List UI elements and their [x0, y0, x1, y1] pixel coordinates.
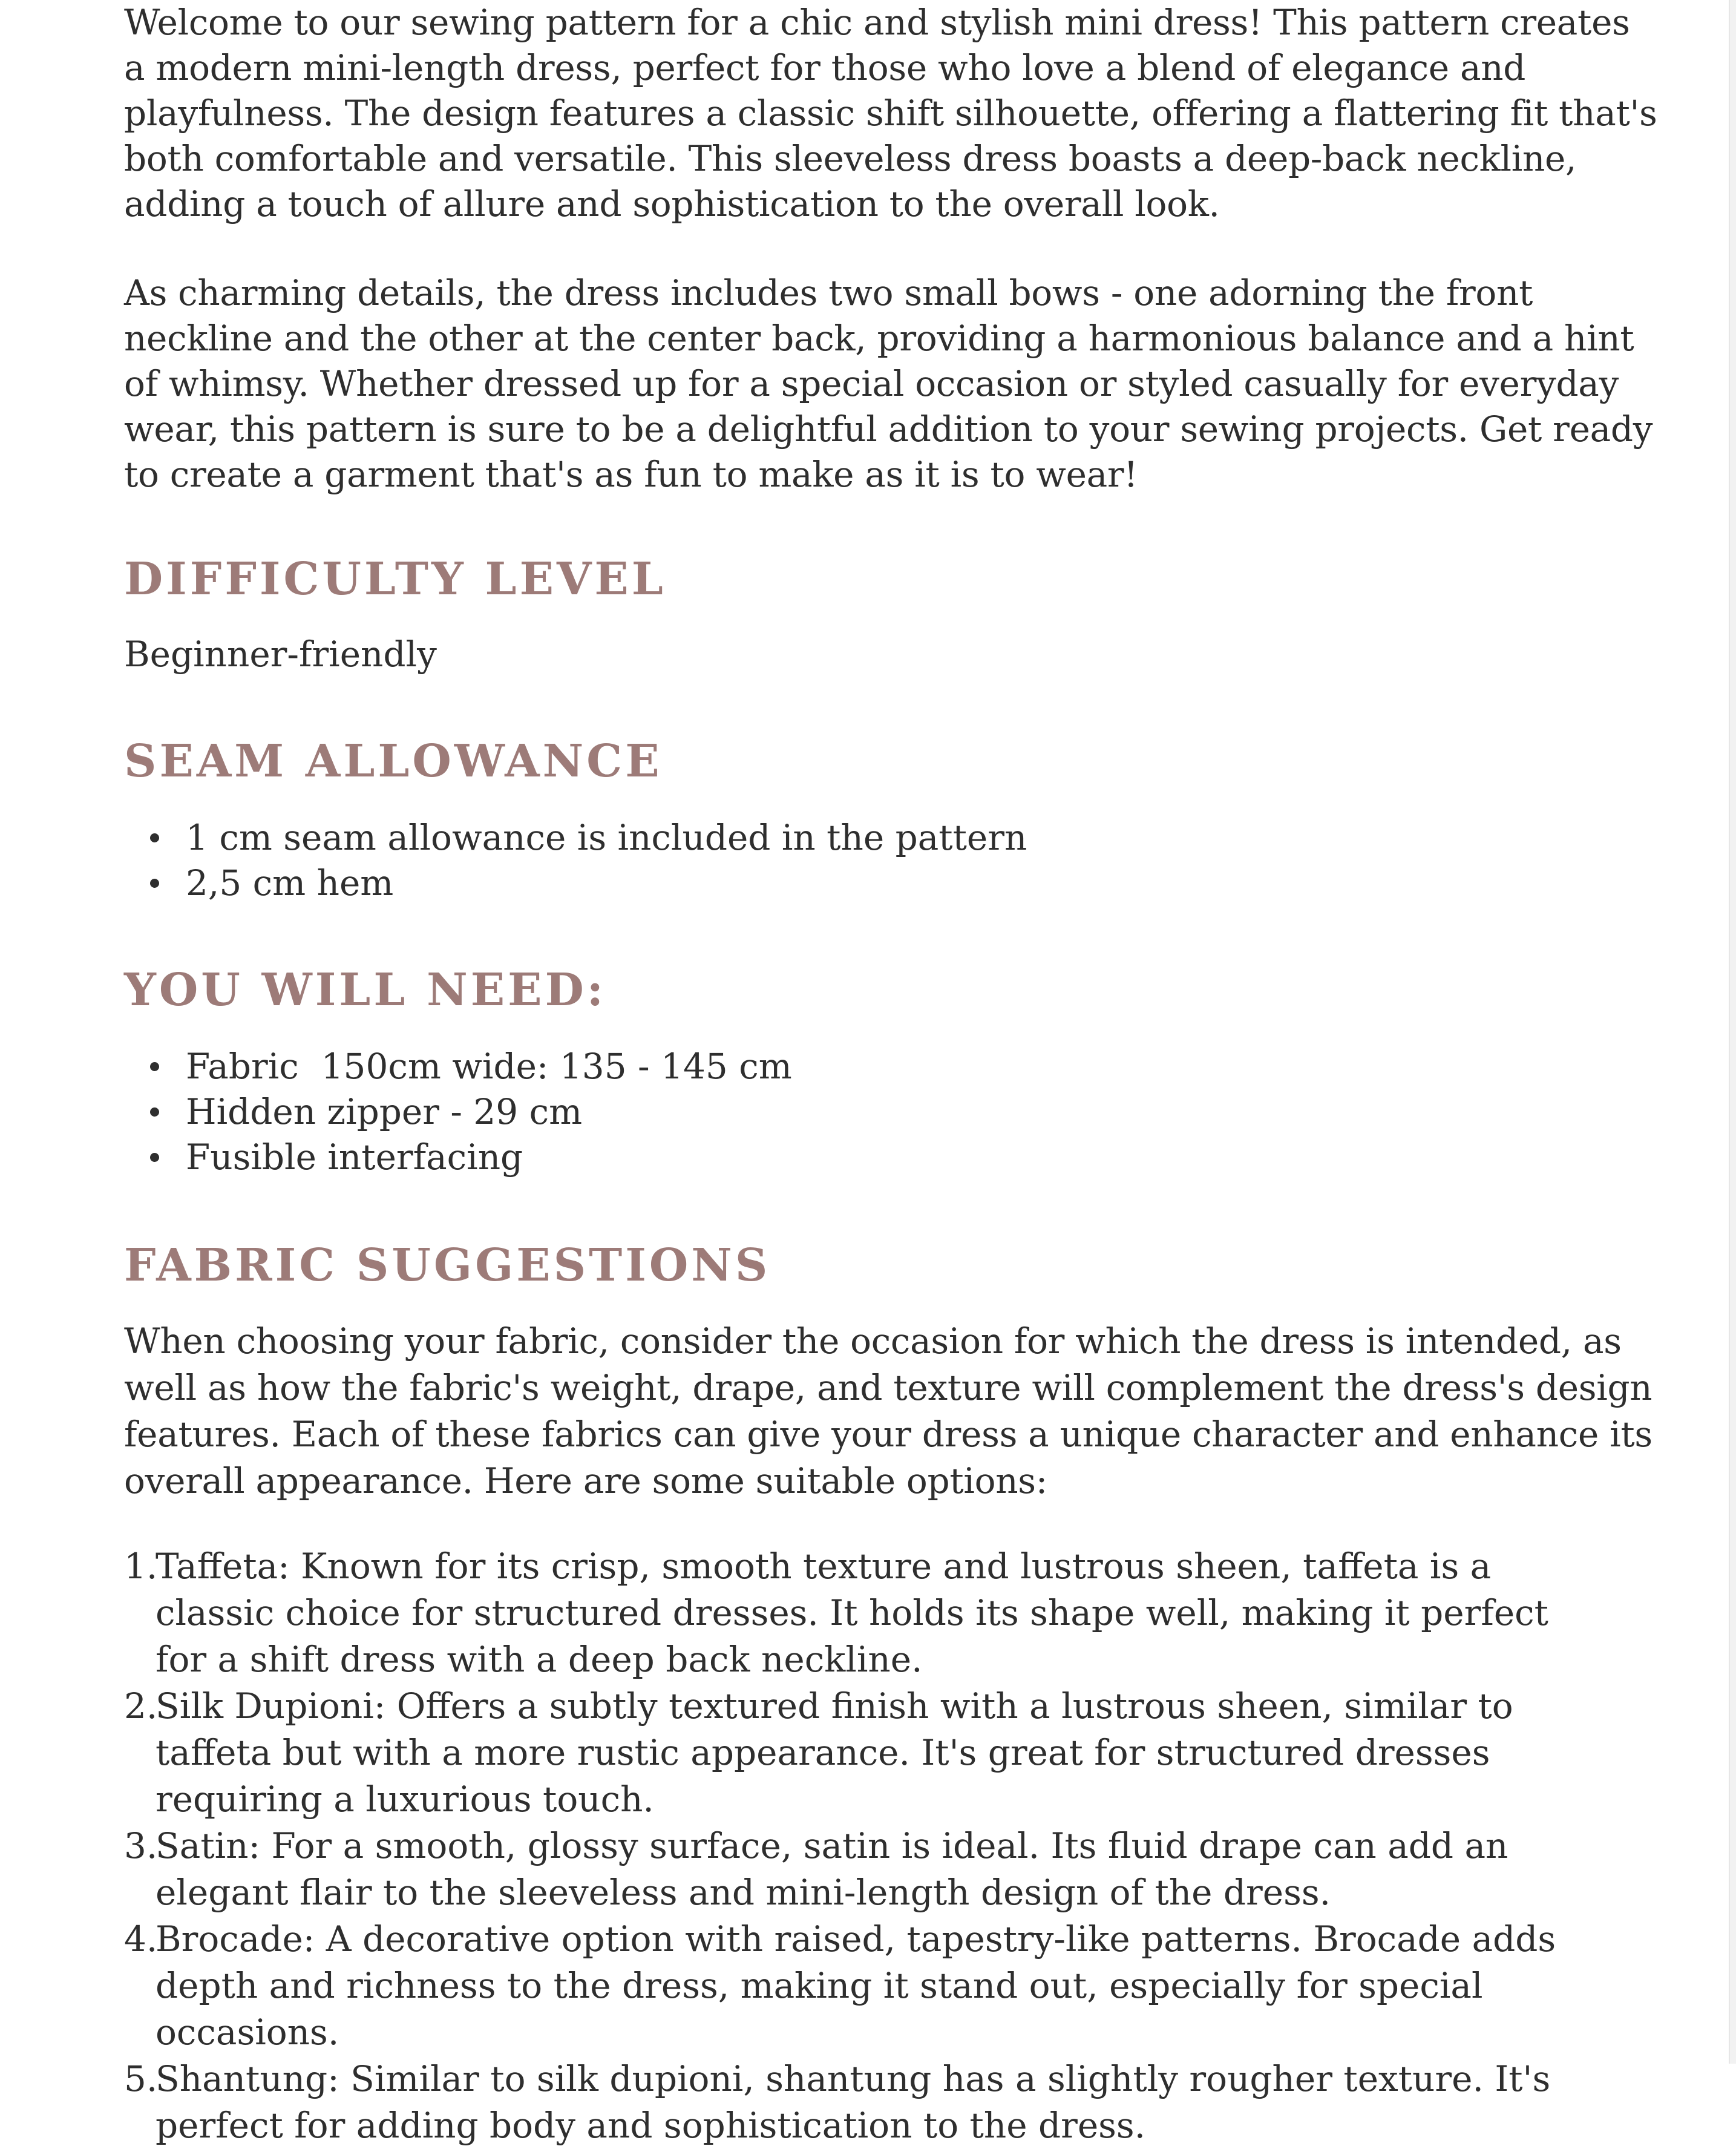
bullet-icon — [150, 1062, 159, 1071]
list-item: 3. Satin: For a smooth, glossy surface, satin is ideal. Its fluid drape can add an elegant flair to the sleeveless and mini-length design of the dress. — [124, 1825, 1508, 1913]
seam-allowance-heading: SEAM ALLOWANCE — [124, 735, 663, 787]
bullet-icon — [150, 833, 159, 842]
list-item: Fusible interfacing — [124, 1135, 1661, 1180]
seam-allowance-list — [124, 815, 1661, 906]
difficulty-text: Beginner-friendly — [124, 634, 437, 675]
intro-paragraph: As charming details, the dress includes two small bows - one adorning the front neckline and the other at the center back, providing a harmonious balance and a hint of whimsy. Whether dressed up for a special occasion or styled casually for everyday wear, this pattern is sure to be a delightful addition to your sewing projects. Get ready to create a garment that's as fun to make as it is to wear! — [124, 272, 1653, 495]
fabric-options-list — [124, 1543, 1610, 2149]
you-will-need-list — [124, 1044, 1661, 1180]
intro-paragraph: Welcome to our sewing pattern for a chic and stylish mini dress! This pattern creates a modern mini-length dress, perfect for those who love a blend of elegance and playfulness. The design features a classic shift silhouette, offering a flattering fit that's both comfortable and versatile. This sleeveless dress boasts a deep-back neckline, adding a touch of allure and sophistication to the overall look. — [124, 2, 1657, 225]
fabric-suggestions-heading: FABRIC SUGGESTIONS — [124, 1239, 771, 1291]
list-item: 5. Shantung: Similar to silk dupioni, shantung has a slightly rougher texture. It's perfect for adding body and sophistication to the dress. — [124, 2058, 1551, 2146]
bullet-icon — [150, 1153, 159, 1162]
bullet-icon — [150, 879, 159, 888]
list-item: 1 cm seam allowance is included in the pattern — [124, 815, 1661, 861]
list-item: 4. Brocade: A decorative option with raised, tapestry-like patterns. Brocade adds depth and richness to the dress, making it stand out, especially for special occasions. — [124, 1918, 1556, 2053]
list-item: 2,5 cm hem — [124, 861, 1661, 906]
bullet-icon — [150, 1107, 159, 1117]
list-item: 1. Taffeta: Known for its crisp, smooth texture and lustrous sheen, taffeta is a classic choice for structured dresses. It holds its shape well, making it perfect for a shift dress with a deep back neckline. — [124, 1546, 1548, 1680]
you-will-need-heading: YOU WILL NEED: — [124, 964, 607, 1016]
scrollbar-track[interactable] — [1729, 0, 1736, 2064]
list-item: Hidden zipper - 29 cm — [124, 1089, 1661, 1135]
list-item: 2. Silk Dupioni: Offers a subtly textured finish with a lustrous sheen, similar to taffeta but with a more rustic appearance. It's great for structured dresses requiring a luxurious touch. — [124, 1685, 1513, 1820]
list-item: Fabric 150cm wide: 135 - 145 cm — [124, 1044, 1661, 1089]
intro-section — [124, 0, 1661, 497]
fabric-intro-paragraph: When choosing your fabric, consider the occasion for which the dress is intended, as well as how the fabric's weight, drape, and texture will complement the dress's design features. Each of these fabrics can give your dress a unique character and enhance its overall appearance. Here are some suitable options: — [124, 1321, 1652, 1501]
difficulty-heading: DIFFICULTY LEVEL — [124, 553, 666, 605]
